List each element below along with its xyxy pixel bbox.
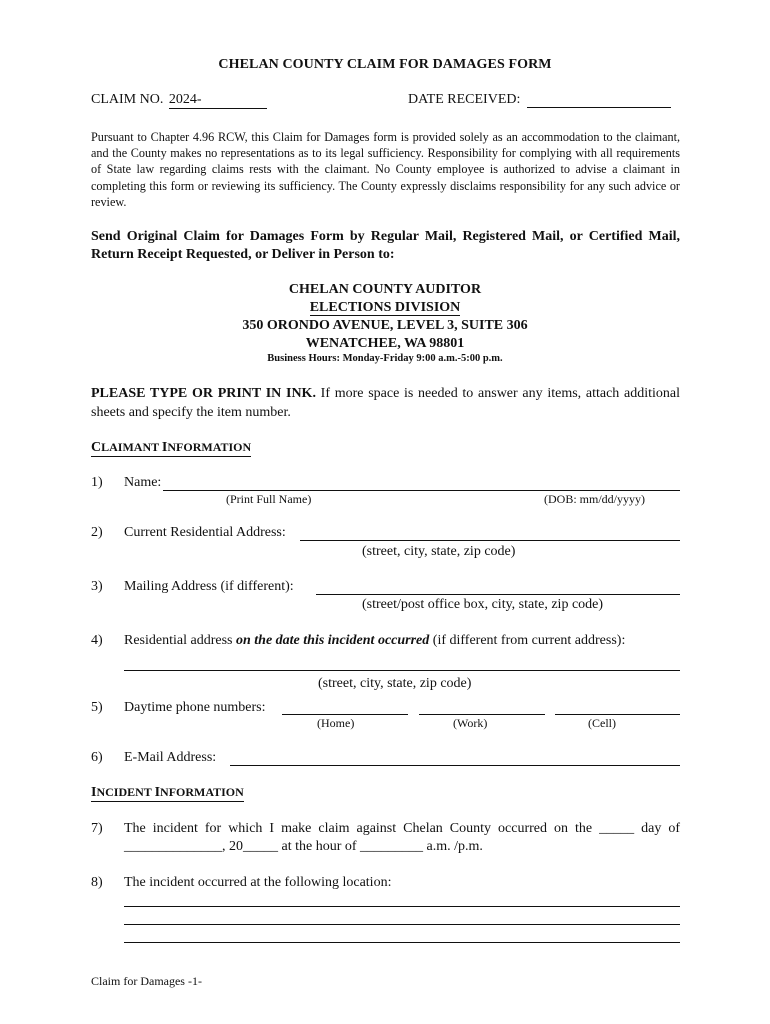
division-name-text: ELECTIONS DIVISION: [309, 300, 461, 315]
mailing-address-label: Mailing Address (if different):: [124, 579, 294, 594]
incident-location-line[interactable]: [124, 942, 680, 943]
send-instructions: Send Original Claim for Damages Form by Regular Mail, Registered Mail, or Certified Mail, Return Receipt Requested, or Deliver in Person to:: [91, 229, 680, 262]
dob-caption: (DOB: mm/dd/yyyy): [544, 492, 645, 506]
print-instructions-rest: If more space is needed to answer any items, attach additional sheets and specify the item number.: [91, 386, 680, 420]
incident-date-line-2: ______________, 20_____ at the hour of _________ a.m. /p.m.: [124, 839, 483, 854]
incident-residence-field[interactable]: [124, 670, 680, 671]
city-state-zip: WENATCHEE, WA 98801: [305, 336, 465, 351]
page-footer: Claim for Damages -1-: [91, 974, 202, 988]
home-caption: (Home): [317, 716, 355, 730]
current-address-caption: (street, city, state, zip code): [362, 544, 516, 559]
claimant-information-heading: [91, 440, 251, 457]
name-field[interactable]: [163, 490, 680, 491]
current-address-label: Current Residential Address:: [124, 525, 286, 540]
item-number: 6): [91, 750, 103, 765]
claim-number-value: 2024-: [168, 92, 202, 107]
claim-number-label: CLAIM NO.: [91, 92, 164, 107]
heading-rest: NCIDENT: [96, 785, 155, 799]
incident-location-label: The incident occurred at the following location:: [124, 875, 392, 890]
date-received-label: DATE RECEIVED:: [408, 92, 521, 107]
heading-cap: I: [91, 785, 97, 800]
incident-information-heading: [91, 785, 244, 802]
heading-rest: NFORMATION: [167, 440, 252, 454]
heading-cap: I: [161, 440, 168, 455]
phone-label: Daytime phone numbers:: [124, 700, 266, 715]
home-phone-field[interactable]: [282, 714, 408, 715]
incident-residence-caption: (street, city, state, zip code): [318, 676, 472, 691]
print-instructions-bold: PLEASE TYPE OR PRINT IN INK.: [91, 386, 316, 401]
item-number: 2): [91, 525, 103, 540]
mailing-address-field[interactable]: [316, 594, 680, 595]
item-number: 3): [91, 579, 103, 594]
mailing-address-caption: (street/post office box, city, state, zip code): [362, 597, 604, 612]
incident-residence-label: [124, 633, 625, 649]
date-received: [408, 92, 671, 108]
item-number: 8): [91, 875, 103, 890]
incident-residence-label-a: Residential address: [124, 633, 236, 648]
item-number: 7): [91, 821, 103, 836]
incident-residence-label-c: (if different from current address):: [429, 633, 626, 648]
claim-number-field[interactable]: [169, 92, 267, 109]
cell-caption: (Cell): [588, 716, 616, 730]
heading-cap: I: [154, 785, 161, 800]
intro-paragraph: Pursuant to Chapter 4.96 RCW, this Claim for Damages form is provided solely as an accommodation to the claimant, and the County makes no representations as to its legal sufficiency. Responsibility for complying with all requirements of State law regarding claims rests with the claimant. No County employee is authorized to advise a claimant in completing this form or reviewing its sufficiency. The County expressly disclaims responsibility for any such advice or review.: [91, 130, 680, 209]
heading-rest: NFORMATION: [160, 785, 244, 799]
work-caption: (Work): [453, 716, 488, 730]
print-full-name-caption: (Print Full Name): [226, 492, 312, 506]
current-address-field[interactable]: [300, 540, 680, 541]
claim-number: [91, 92, 267, 109]
street-address: 350 ORONDO AVENUE, LEVEL 3, SUITE 306: [242, 318, 528, 333]
name-label: Name:: [124, 475, 162, 490]
item-number: 5): [91, 700, 103, 715]
heading-rest: LAIMANT: [101, 440, 162, 454]
heading-cap: C: [91, 440, 102, 455]
item-number: 1): [91, 475, 103, 490]
print-instructions: [91, 384, 680, 422]
division-name: [0, 299, 770, 317]
date-received-field[interactable]: [527, 93, 671, 108]
email-label: E-Mail Address:: [124, 750, 217, 765]
form-title: CHELAN COUNTY CLAIM FOR DAMAGES FORM: [218, 57, 552, 72]
work-phone-field[interactable]: [419, 714, 545, 715]
item-number: 4): [91, 633, 103, 648]
business-hours: Business Hours: Monday-Friday 9:00 a.m.-5:00 p.m.: [267, 353, 503, 364]
incident-residence-label-emphasis: on the date this incident occurred: [235, 633, 430, 648]
incident-location-line[interactable]: [124, 924, 680, 925]
auditor-name: CHELAN COUNTY AUDITOR: [288, 282, 482, 297]
incident-location-line[interactable]: [124, 906, 680, 907]
incident-date-line-1: The incident for which I make claim against Chelan County occurred on the _____ day of: [124, 821, 680, 836]
email-field[interactable]: [230, 765, 680, 766]
cell-phone-field[interactable]: [555, 714, 680, 715]
